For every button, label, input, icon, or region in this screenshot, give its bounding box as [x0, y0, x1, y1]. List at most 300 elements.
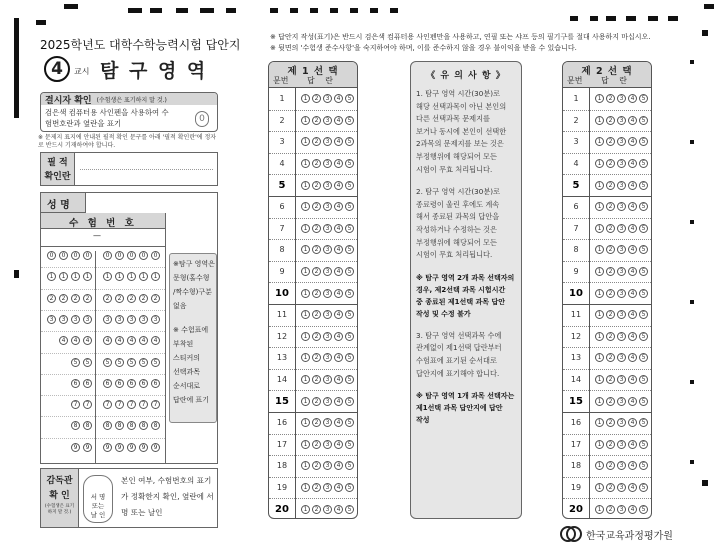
- answer-bubble[interactable]: 3: [617, 461, 626, 470]
- section-2-question-row: [563, 498, 651, 519]
- answer-bubble[interactable]: 1: [595, 267, 604, 276]
- answer-bubble[interactable]: 4: [628, 461, 637, 470]
- answer-bubble[interactable]: 3: [617, 310, 626, 319]
- answer-bubble[interactable]: 5: [345, 440, 354, 449]
- answer-bubble[interactable]: 5: [345, 483, 354, 492]
- answer-bubble[interactable]: 5: [639, 397, 648, 406]
- answer-bubble[interactable]: 2: [312, 461, 321, 470]
- exam-digit-bubble[interactable]: 3: [103, 315, 112, 324]
- exam-digit-bubble[interactable]: 7: [71, 400, 80, 409]
- exam-digit-bubble[interactable]: 6: [127, 379, 136, 388]
- answer-bubble[interactable]: 5: [345, 159, 354, 168]
- exam-digit-bubble[interactable]: 0: [47, 251, 56, 260]
- answer-bubble[interactable]: 3: [323, 245, 332, 254]
- answer-bubble[interactable]: 5: [345, 267, 354, 276]
- exam-digit-bubble[interactable]: 3: [71, 315, 80, 324]
- answer-bubble[interactable]: 4: [334, 94, 343, 103]
- answer-bubble[interactable]: 3: [617, 116, 626, 125]
- exam-digit-bubble[interactable]: 9: [151, 443, 160, 452]
- answer-bubble[interactable]: 5: [345, 310, 354, 319]
- answer-bubble[interactable]: 1: [301, 505, 310, 514]
- answer-bubble[interactable]: 3: [617, 289, 626, 298]
- answer-bubble[interactable]: 4: [628, 418, 637, 427]
- answer-bubble[interactable]: 5: [345, 353, 354, 362]
- exam-digit-bubble[interactable]: 6: [103, 379, 112, 388]
- answer-bubble[interactable]: 2: [312, 137, 321, 146]
- answer-bubble[interactable]: 3: [323, 116, 332, 125]
- answer-bubble[interactable]: 2: [606, 375, 615, 384]
- answer-bubble[interactable]: 1: [595, 332, 604, 341]
- answer-bubble[interactable]: 1: [595, 116, 604, 125]
- exam-digit-bubble[interactable]: 5: [71, 358, 80, 367]
- answer-bubble[interactable]: 1: [301, 375, 310, 384]
- exam-digit-bubble[interactable]: 2: [127, 294, 136, 303]
- answer-bubble[interactable]: 3: [323, 332, 332, 341]
- exam-digit-bubble[interactable]: 8: [71, 421, 80, 430]
- section-2-col-ans: 답 란: [601, 76, 631, 85]
- exam-digit-bubble[interactable]: 9: [103, 443, 112, 452]
- answer-bubble[interactable]: 2: [312, 94, 321, 103]
- exam-digit-bubble[interactable]: 4: [115, 336, 124, 345]
- exam-digit-bubble[interactable]: 1: [139, 272, 148, 281]
- answer-bubble[interactable]: 3: [617, 94, 626, 103]
- exam-digit-bubble[interactable]: 7: [83, 400, 92, 409]
- exam-digit-bubble[interactable]: 5: [83, 358, 92, 367]
- answer-bubble[interactable]: 3: [617, 224, 626, 233]
- answer-bubble[interactable]: 2: [606, 181, 615, 190]
- answer-bubble[interactable]: 5: [345, 137, 354, 146]
- exam-digit-bubble[interactable]: 1: [71, 272, 80, 281]
- answer-bubble[interactable]: 4: [628, 267, 637, 276]
- answer-bubble[interactable]: 1: [595, 397, 604, 406]
- answer-bubble[interactable]: 1: [301, 137, 310, 146]
- answer-bubble[interactable]: 2: [312, 418, 321, 427]
- answer-bubble[interactable]: 2: [312, 483, 321, 492]
- answer-bubble[interactable]: 1: [301, 289, 310, 298]
- exam-digit-bubble[interactable]: 1: [47, 272, 56, 281]
- answer-bubble[interactable]: 4: [334, 332, 343, 341]
- answer-bubble[interactable]: 2: [606, 440, 615, 449]
- exam-digit-bubble[interactable]: 2: [103, 294, 112, 303]
- answer-bubble[interactable]: 2: [606, 94, 615, 103]
- answer-bubble[interactable]: 2: [606, 332, 615, 341]
- exam-digit-bubble[interactable]: 8: [83, 421, 92, 430]
- answer-bubble[interactable]: 2: [312, 289, 321, 298]
- answer-bubble[interactable]: 4: [628, 224, 637, 233]
- absence-bubble[interactable]: 0: [195, 111, 209, 127]
- exam-digit-bubble[interactable]: 9: [83, 443, 92, 452]
- answer-bubble[interactable]: 1: [595, 310, 604, 319]
- answer-bubble[interactable]: 3: [617, 505, 626, 514]
- answer-bubble[interactable]: 1: [595, 375, 604, 384]
- answer-bubble[interactable]: 2: [606, 483, 615, 492]
- answer-bubble[interactable]: 5: [639, 505, 648, 514]
- exam-digit-bubble[interactable]: 7: [151, 400, 160, 409]
- exam-digit-bubble[interactable]: 5: [115, 358, 124, 367]
- exam-digit-bubble[interactable]: 4: [127, 336, 136, 345]
- answer-bubble[interactable]: 5: [639, 310, 648, 319]
- answer-bubble[interactable]: 1: [301, 310, 310, 319]
- answer-bubble[interactable]: 4: [334, 159, 343, 168]
- exam-digit-bubble[interactable]: 7: [115, 400, 124, 409]
- answer-bubble[interactable]: 5: [345, 245, 354, 254]
- answer-bubble[interactable]: 3: [323, 267, 332, 276]
- exam-digit-bubble[interactable]: 5: [103, 358, 112, 367]
- exam-digit-bubble[interactable]: 6: [115, 379, 124, 388]
- answer-bubble[interactable]: 4: [628, 137, 637, 146]
- exam-digit-bubble[interactable]: 4: [59, 336, 68, 345]
- timing-mark: [36, 20, 46, 25]
- answer-bubble[interactable]: 1: [301, 353, 310, 362]
- answer-bubble[interactable]: 3: [323, 375, 332, 384]
- answer-bubble[interactable]: 5: [345, 202, 354, 211]
- answer-bubble[interactable]: 5: [639, 418, 648, 427]
- answer-bubble[interactable]: 4: [628, 505, 637, 514]
- answer-bubble[interactable]: 4: [334, 289, 343, 298]
- answer-bubble[interactable]: 5: [345, 461, 354, 470]
- answer-bubble[interactable]: 5: [639, 94, 648, 103]
- exam-digit-bubble[interactable]: 2: [83, 294, 92, 303]
- answer-bubble[interactable]: 1: [301, 332, 310, 341]
- exam-digit-bubble[interactable]: 8: [127, 421, 136, 430]
- answer-bubble[interactable]: 4: [334, 224, 343, 233]
- answer-bubble[interactable]: 3: [323, 310, 332, 319]
- answer-bubble[interactable]: 1: [301, 245, 310, 254]
- exam-digit-bubble[interactable]: 3: [127, 315, 136, 324]
- answer-bubble[interactable]: 4: [334, 397, 343, 406]
- exam-digit-bubble[interactable]: 4: [103, 336, 112, 345]
- answer-bubble[interactable]: 2: [606, 461, 615, 470]
- answer-bubble[interactable]: 2: [606, 224, 615, 233]
- answer-bubble[interactable]: 4: [628, 116, 637, 125]
- answer-bubble[interactable]: 1: [301, 483, 310, 492]
- answer-bubble[interactable]: 2: [606, 310, 615, 319]
- answer-bubble[interactable]: 3: [323, 94, 332, 103]
- answer-bubble[interactable]: 3: [323, 397, 332, 406]
- answer-bubble[interactable]: 4: [628, 332, 637, 341]
- answer-bubble[interactable]: 2: [606, 505, 615, 514]
- answer-bubble[interactable]: 1: [595, 505, 604, 514]
- answer-bubble[interactable]: 4: [628, 94, 637, 103]
- exam-digit-bubble[interactable]: 8: [115, 421, 124, 430]
- answer-bubble[interactable]: 2: [606, 116, 615, 125]
- answer-bubble[interactable]: 1: [595, 461, 604, 470]
- exam-digit-bubble[interactable]: 7: [127, 400, 136, 409]
- answer-bubble[interactable]: 5: [639, 483, 648, 492]
- answer-bubble[interactable]: 1: [301, 116, 310, 125]
- answer-bubble[interactable]: 3: [323, 353, 332, 362]
- answer-bubble[interactable]: 4: [628, 159, 637, 168]
- answer-bubble[interactable]: 4: [628, 353, 637, 362]
- answer-bubble[interactable]: 1: [595, 137, 604, 146]
- answer-bubble[interactable]: 2: [312, 505, 321, 514]
- answer-bubble[interactable]: 4: [334, 202, 343, 211]
- answer-bubble[interactable]: 2: [312, 397, 321, 406]
- answer-bubble[interactable]: 4: [628, 289, 637, 298]
- exam-digit-bubble[interactable]: 1: [151, 272, 160, 281]
- exam-digit-bubble[interactable]: 2: [115, 294, 124, 303]
- answer-bubble[interactable]: 5: [639, 116, 648, 125]
- answer-bubble[interactable]: 5: [345, 418, 354, 427]
- answer-bubble[interactable]: 3: [617, 375, 626, 384]
- answer-bubble[interactable]: 3: [323, 461, 332, 470]
- answer-bubble[interactable]: 5: [345, 289, 354, 298]
- answer-bubble[interactable]: 4: [628, 181, 637, 190]
- answer-bubble[interactable]: 2: [606, 397, 615, 406]
- exam-digit-bubble[interactable]: 0: [115, 251, 124, 260]
- answer-bubble[interactable]: 1: [595, 159, 604, 168]
- answer-bubble[interactable]: 4: [628, 245, 637, 254]
- answer-bubble[interactable]: 5: [639, 181, 648, 190]
- exam-digit-bubble[interactable]: 8: [139, 421, 148, 430]
- timing-mark: [704, 4, 714, 9]
- answer-bubble[interactable]: 3: [617, 397, 626, 406]
- exam-digit-bubble[interactable]: 4: [83, 336, 92, 345]
- exam-digit-bubble[interactable]: 9: [71, 443, 80, 452]
- exam-digit-bubble[interactable]: 3: [83, 315, 92, 324]
- answer-bubble[interactable]: 5: [639, 267, 648, 276]
- answer-bubble[interactable]: 5: [345, 375, 354, 384]
- answer-bubble[interactable]: 3: [323, 137, 332, 146]
- exam-digit-bubble[interactable]: 5: [127, 358, 136, 367]
- name-field[interactable]: [85, 193, 218, 213]
- exam-digit-bubble[interactable]: 9: [139, 443, 148, 452]
- answer-bubble[interactable]: 2: [312, 116, 321, 125]
- answer-bubble[interactable]: 1: [301, 418, 310, 427]
- handwriting-field[interactable]: [76, 153, 217, 185]
- answer-bubble[interactable]: 4: [334, 267, 343, 276]
- answer-bubble[interactable]: 3: [617, 159, 626, 168]
- notice-line: 부정행위에 해당되어 모든: [416, 237, 497, 247]
- answer-bubble[interactable]: 3: [617, 202, 626, 211]
- answer-bubble[interactable]: 2: [606, 418, 615, 427]
- answer-bubble[interactable]: 4: [334, 483, 343, 492]
- answer-bubble[interactable]: 1: [301, 181, 310, 190]
- answer-bubble[interactable]: 2: [312, 245, 321, 254]
- answer-bubble[interactable]: 5: [345, 224, 354, 233]
- answer-bubble[interactable]: 1: [301, 224, 310, 233]
- exam-digit-bubble[interactable]: 1: [115, 272, 124, 281]
- answer-bubble[interactable]: 3: [617, 181, 626, 190]
- exam-digit-bubble[interactable]: 5: [151, 358, 160, 367]
- answer-bubble[interactable]: 3: [323, 440, 332, 449]
- exam-digit-bubble[interactable]: 9: [127, 443, 136, 452]
- exam-digit-bubble[interactable]: 2: [47, 294, 56, 303]
- exam-digit-bubble[interactable]: 1: [127, 272, 136, 281]
- answer-bubble[interactable]: 1: [301, 461, 310, 470]
- answer-bubble[interactable]: 2: [312, 353, 321, 362]
- answer-bubble[interactable]: 4: [628, 202, 637, 211]
- exam-digit-bubble[interactable]: 6: [71, 379, 80, 388]
- answer-bubble[interactable]: 1: [595, 289, 604, 298]
- answer-bubble[interactable]: 4: [628, 483, 637, 492]
- notice-line: 작성: [416, 416, 430, 425]
- answer-bubble[interactable]: 3: [323, 418, 332, 427]
- answer-bubble[interactable]: 3: [617, 267, 626, 276]
- answer-bubble[interactable]: 2: [606, 202, 615, 211]
- answer-bubble[interactable]: 5: [345, 181, 354, 190]
- exam-digit-bubble[interactable]: 6: [83, 379, 92, 388]
- answer-bubble[interactable]: 3: [323, 181, 332, 190]
- answer-bubble[interactable]: 5: [639, 202, 648, 211]
- exam-digit-bubble[interactable]: 9: [115, 443, 124, 452]
- answer-bubble[interactable]: 5: [639, 375, 648, 384]
- exam-digit-bubble[interactable]: 0: [127, 251, 136, 260]
- answer-bubble[interactable]: 5: [639, 137, 648, 146]
- answer-bubble[interactable]: 2: [312, 224, 321, 233]
- answer-bubble[interactable]: 2: [312, 440, 321, 449]
- timing-mark: [14, 270, 19, 278]
- answer-bubble[interactable]: 3: [323, 289, 332, 298]
- timing-mark: [226, 8, 236, 13]
- answer-bubble[interactable]: 1: [301, 440, 310, 449]
- answer-bubble[interactable]: 5: [639, 353, 648, 362]
- answer-bubble[interactable]: 5: [345, 397, 354, 406]
- answer-bubble[interactable]: 1: [301, 94, 310, 103]
- exam-digit-bubble[interactable]: 2: [71, 294, 80, 303]
- exam-digit-bubble[interactable]: 0: [151, 251, 160, 260]
- answer-bubble[interactable]: 5: [345, 505, 354, 514]
- supervisor-sign-field[interactable]: 서 명 또는 날 인: [83, 475, 113, 523]
- exam-digit-bubble[interactable]: 3: [115, 315, 124, 324]
- supervisor-label-note: (수험생은 표기하지 말 것.): [44, 504, 75, 515]
- answer-bubble[interactable]: 3: [323, 159, 332, 168]
- answer-bubble[interactable]: 5: [639, 224, 648, 233]
- answer-bubble[interactable]: 4: [628, 310, 637, 319]
- section-2-question-row: [563, 239, 651, 261]
- answer-bubble[interactable]: 4: [334, 245, 343, 254]
- answer-bubble[interactable]: 1: [595, 440, 604, 449]
- answer-bubble[interactable]: 2: [606, 289, 615, 298]
- exam-title: 2025학년도 대학수학능력시험 답안지: [40, 38, 241, 52]
- exam-digit-bubble[interactable]: 3: [151, 315, 160, 324]
- answer-bubble[interactable]: 2: [312, 159, 321, 168]
- answer-bubble[interactable]: 4: [334, 505, 343, 514]
- exam-digit-bubble[interactable]: 0: [59, 251, 68, 260]
- exam-digit-bubble[interactable]: 7: [103, 400, 112, 409]
- timing-mark: [690, 220, 694, 224]
- answer-bubble[interactable]: 4: [334, 137, 343, 146]
- exam-digit-bubble[interactable]: 8: [103, 421, 112, 430]
- exam-digit-bubble[interactable]: 3: [47, 315, 56, 324]
- exam-digit-bubble[interactable]: 2: [151, 294, 160, 303]
- answer-bubble[interactable]: 1: [595, 245, 604, 254]
- answer-bubble[interactable]: 2: [312, 267, 321, 276]
- answer-bubble[interactable]: 4: [334, 353, 343, 362]
- answer-bubble[interactable]: 4: [628, 397, 637, 406]
- answer-bubble[interactable]: 4: [334, 418, 343, 427]
- exam-digit-bubble[interactable]: 2: [59, 294, 68, 303]
- answer-bubble[interactable]: 3: [617, 418, 626, 427]
- exam-digit-bubble[interactable]: 5: [139, 358, 148, 367]
- answer-bubble[interactable]: 1: [301, 202, 310, 211]
- exam-digit-bubble[interactable]: 8: [151, 421, 160, 430]
- exam-digit-bubble[interactable]: 7: [139, 400, 148, 409]
- answer-bubble[interactable]: 3: [617, 353, 626, 362]
- answer-bubble[interactable]: 3: [323, 202, 332, 211]
- answer-bubble[interactable]: 2: [606, 137, 615, 146]
- answer-bubble[interactable]: 4: [628, 375, 637, 384]
- answer-bubble[interactable]: 1: [301, 267, 310, 276]
- answer-bubble[interactable]: 2: [312, 332, 321, 341]
- exam-digit-bubble[interactable]: 1: [103, 272, 112, 281]
- question-number: 20: [569, 503, 583, 515]
- answer-bubble[interactable]: 2: [312, 181, 321, 190]
- answer-bubble[interactable]: 5: [639, 159, 648, 168]
- answer-bubble[interactable]: 2: [312, 375, 321, 384]
- answer-bubble[interactable]: 2: [606, 267, 615, 276]
- answer-bubble[interactable]: 4: [334, 116, 343, 125]
- answer-bubble[interactable]: 2: [312, 310, 321, 319]
- answer-bubble[interactable]: 5: [639, 245, 648, 254]
- exam-digit-bubble[interactable]: 3: [139, 315, 148, 324]
- exam-digit-bubble[interactable]: 6: [151, 379, 160, 388]
- answer-bubble[interactable]: 2: [606, 353, 615, 362]
- answer-bubble[interactable]: 1: [595, 94, 604, 103]
- answer-bubble[interactable]: 1: [301, 397, 310, 406]
- exam-digit-bubble[interactable]: 3: [59, 315, 68, 324]
- exam-digit-bubble[interactable]: 1: [59, 272, 68, 281]
- answer-bubble[interactable]: 2: [312, 202, 321, 211]
- exam-digit-bubble[interactable]: 0: [139, 251, 148, 260]
- answer-bubble[interactable]: 2: [606, 245, 615, 254]
- exam-digit-bubble[interactable]: 0: [71, 251, 80, 260]
- exam-digit-bubble[interactable]: 0: [103, 251, 112, 260]
- answer-bubble[interactable]: 3: [617, 332, 626, 341]
- answer-bubble[interactable]: 5: [345, 332, 354, 341]
- answer-bubble[interactable]: 1: [595, 181, 604, 190]
- answer-bubble[interactable]: 3: [617, 137, 626, 146]
- answer-bubble[interactable]: 4: [334, 310, 343, 319]
- exam-digit-bubble[interactable]: 1: [83, 272, 92, 281]
- answer-bubble[interactable]: 5: [639, 332, 648, 341]
- exam-digit-bubble[interactable]: 4: [139, 336, 148, 345]
- answer-bubble[interactable]: 3: [617, 440, 626, 449]
- kice-logo-text: 한국교육과정평가원: [586, 530, 673, 542]
- exam-digit-bubble[interactable]: 4: [151, 336, 160, 345]
- answer-bubble[interactable]: 1: [595, 483, 604, 492]
- answer-bubble[interactable]: 3: [323, 224, 332, 233]
- answer-bubble[interactable]: 5: [345, 116, 354, 125]
- answer-bubble[interactable]: 1: [595, 353, 604, 362]
- section-1-question-row: [269, 196, 357, 218]
- answer-bubble[interactable]: 1: [595, 202, 604, 211]
- exam-digit-bubble[interactable]: 4: [71, 336, 80, 345]
- question-number: 9: [573, 267, 579, 277]
- answer-bubble[interactable]: 1: [595, 224, 604, 233]
- answer-bubble[interactable]: 3: [617, 483, 626, 492]
- answer-bubble[interactable]: 3: [323, 505, 332, 514]
- exam-digit-bubble[interactable]: 6: [139, 379, 148, 388]
- answer-bubble[interactable]: 1: [301, 159, 310, 168]
- answer-bubble[interactable]: 4: [334, 375, 343, 384]
- answer-bubble[interactable]: 5: [345, 94, 354, 103]
- answer-bubble[interactable]: 4: [334, 181, 343, 190]
- section-1-question-row: [269, 174, 357, 196]
- answer-bubble[interactable]: 4: [334, 461, 343, 470]
- answer-bubble[interactable]: 5: [639, 461, 648, 470]
- answer-bubble[interactable]: 5: [639, 440, 648, 449]
- answer-bubble[interactable]: 4: [334, 440, 343, 449]
- answer-bubble[interactable]: 2: [606, 159, 615, 168]
- exam-digit-bubble[interactable]: 2: [139, 294, 148, 303]
- answer-bubble[interactable]: 3: [323, 483, 332, 492]
- answer-bubble[interactable]: 5: [639, 289, 648, 298]
- exam-digit-bubble[interactable]: 0: [83, 251, 92, 260]
- answer-bubble[interactable]: 3: [617, 245, 626, 254]
- answer-bubble[interactable]: 1: [595, 418, 604, 427]
- answer-bubble[interactable]: 4: [628, 440, 637, 449]
